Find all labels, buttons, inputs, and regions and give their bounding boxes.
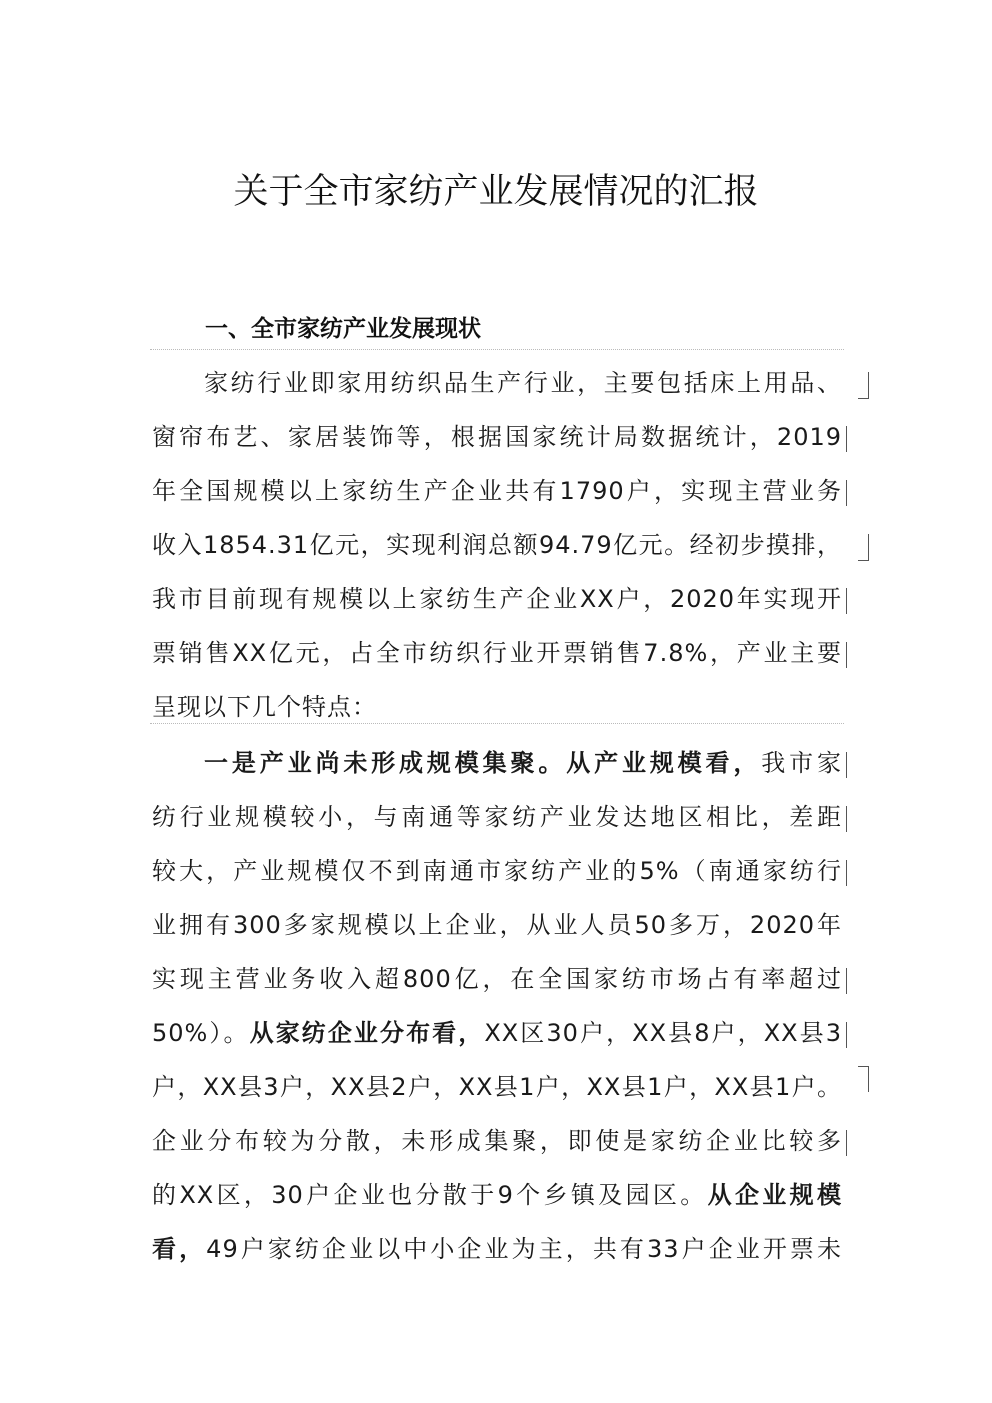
bold-run: 一是产业尚未形成规模集聚。从产业规模看， bbox=[204, 749, 762, 777]
paragraph-line: 业拥有300多家规模以上企业，从业人员50多万，2020年 bbox=[152, 911, 842, 939]
line-end-mark bbox=[868, 534, 869, 560]
bold-run: 从企业规模 bbox=[707, 1181, 842, 1209]
paragraph-line: 窗帘布艺、家居装饰等，根据国家统计局数据统计，2019 bbox=[152, 423, 842, 451]
paragraph-line: 较大，产业规模仅不到南通市家纺产业的5%（南通家纺行 bbox=[152, 857, 842, 885]
document-title: 关于全市家纺产业发展情况的汇报 bbox=[233, 172, 759, 212]
paragraph-line: 户，XX县3户，XX县2户，XX县1户，XX县1户，XX县1户。 bbox=[152, 1073, 842, 1101]
paragraph-line bbox=[152, 1177, 842, 1213]
text-run: 的XX区，30户企业也分散于9个乡镇及园区。 bbox=[152, 1181, 708, 1209]
text-run: 50%）。 bbox=[152, 1019, 250, 1047]
line-end-mark bbox=[846, 1130, 847, 1156]
paragraph-line: 收入1854.31亿元，实现利润总额94.79亿元。经初步摸排， bbox=[152, 531, 842, 559]
paragraph-line: 实现主营业务收入超800亿，在全国家纺市场占有率超过 bbox=[152, 965, 842, 993]
section-heading: 一、全市家纺产业发展现状 bbox=[205, 316, 481, 342]
bold-run: 从家纺企业分布看， bbox=[249, 1019, 485, 1047]
paragraph-line: 我市目前现有规模以上家纺生产企业XX户，2020年实现开 bbox=[152, 585, 842, 613]
line-end-mark bbox=[846, 806, 847, 832]
line-end-mark bbox=[846, 588, 847, 614]
line-end-mark bbox=[868, 1066, 869, 1092]
line-end-mark bbox=[846, 752, 847, 778]
line-end-mark bbox=[858, 398, 869, 399]
text-run: XX区30户，XX县8户，XX县3 bbox=[484, 1019, 843, 1047]
line-end-mark bbox=[846, 968, 847, 994]
paragraph-line: 企业分布较为分散，未形成集聚，即使是家纺企业比较多 bbox=[152, 1127, 842, 1155]
line-end-mark bbox=[846, 480, 847, 506]
bold-run: 看， bbox=[152, 1235, 207, 1263]
paragraph-line bbox=[204, 745, 842, 781]
line-end-mark bbox=[846, 860, 847, 886]
paragraph-boundary-line bbox=[150, 349, 844, 350]
line-end-mark bbox=[846, 426, 847, 452]
paragraph-line: 纺行业规模较小，与南通等家纺产业发达地区相比，差距 bbox=[152, 803, 842, 831]
line-end-mark bbox=[858, 1066, 869, 1067]
paragraph-line: 票销售XX亿元，占全市纺织行业开票销售7.8%，产业主要 bbox=[152, 639, 842, 667]
paragraph-line: 家纺行业即家用纺织品生产行业，主要包括床上用品、 bbox=[204, 369, 842, 397]
text-run: 49户家纺企业以中小企业为主，共有33户企业开票未 bbox=[206, 1235, 843, 1263]
line-end-mark bbox=[846, 1022, 847, 1048]
paragraph-line: 年全国规模以上家纺生产企业共有1790户，实现主营业务 bbox=[152, 477, 842, 505]
paragraph-line bbox=[152, 1231, 842, 1267]
line-end-mark bbox=[858, 560, 869, 561]
paragraph-line bbox=[152, 1015, 842, 1051]
line-end-mark bbox=[868, 372, 869, 398]
line-end-mark bbox=[846, 642, 847, 668]
paragraph-line: 呈现以下几个特点： bbox=[152, 693, 377, 721]
text-run: 我市家 bbox=[761, 749, 843, 777]
